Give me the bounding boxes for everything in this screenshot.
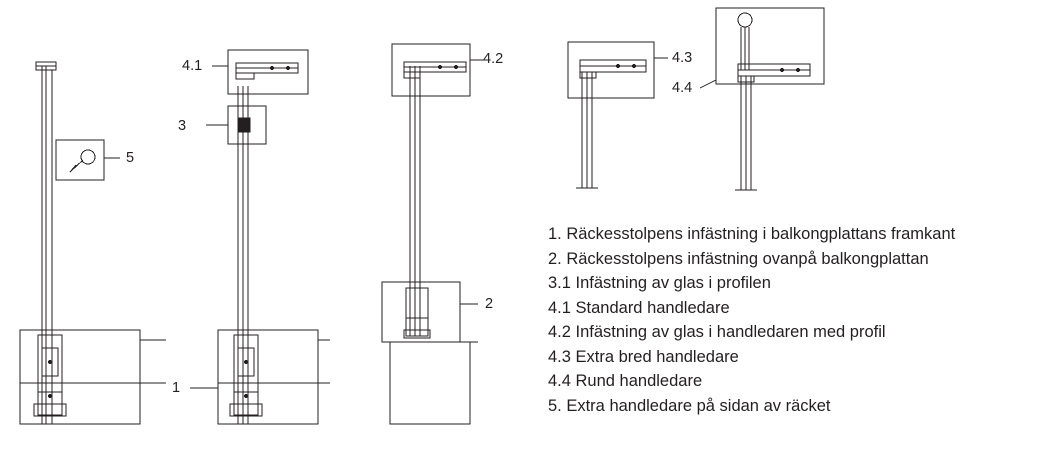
callout-4-1: 4.1 bbox=[182, 58, 203, 74]
figure-post-top-mount-42 bbox=[382, 44, 484, 424]
legend-item: 4.2 Infästning av glas i handledaren med profil bbox=[548, 323, 886, 341]
callout-5: 5 bbox=[126, 150, 135, 166]
callout-1: 1 bbox=[172, 380, 181, 396]
callout-4-2: 4.2 bbox=[483, 51, 504, 67]
callout-2: 2 bbox=[485, 296, 494, 312]
legend-item: 4.4 Rund handledare bbox=[548, 372, 703, 390]
legend-item: 4.3 Extra bred handledare bbox=[548, 347, 739, 366]
figure-handrail-round-44 bbox=[700, 8, 824, 190]
figure-post-detail-3-41 bbox=[190, 50, 330, 424]
figure-post-front-mount bbox=[20, 62, 166, 424]
legend-item: 3.1 Infästning av glas i profilen bbox=[548, 274, 771, 292]
legend-list bbox=[548, 222, 1048, 418]
callout-4-3: 4.3 bbox=[672, 50, 693, 66]
callout-4-4: 4.4 bbox=[672, 80, 693, 96]
legend-item: 1. Räckesstolpens infästning i balkongplattans framkant bbox=[548, 225, 956, 243]
figure-handrail-wide-43 bbox=[568, 42, 668, 188]
legend-item: 2. Räckesstolpens infästning ovanpå balkongplattan bbox=[548, 249, 929, 268]
legend-item: 4.1 Standard handledare bbox=[548, 298, 730, 317]
legend-item: 5. Extra handledare på sidan av räcket bbox=[548, 396, 831, 415]
callout-3: 3 bbox=[178, 118, 187, 134]
